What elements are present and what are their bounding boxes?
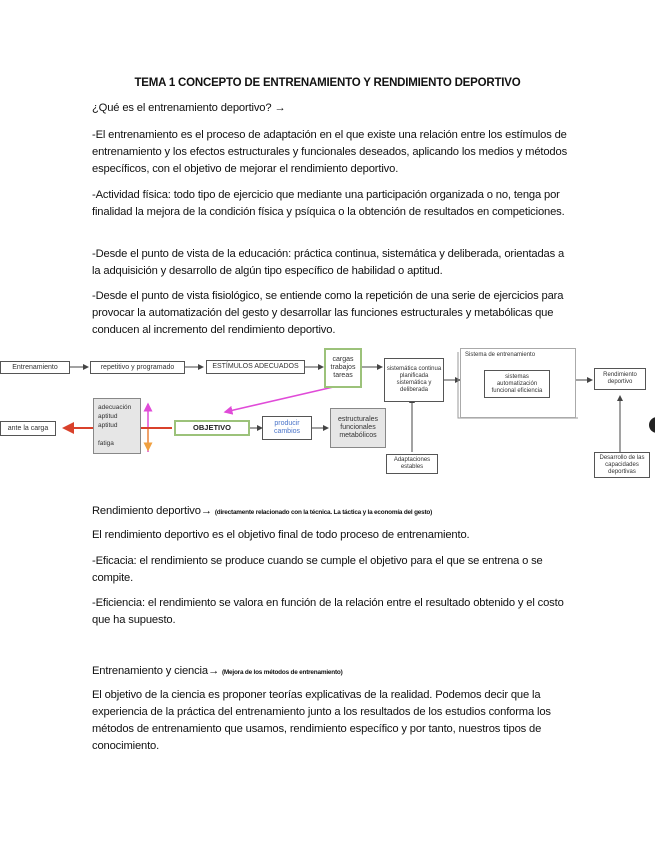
box-objetivo: OBJETIVO: [174, 420, 250, 436]
box-sistemas: sistemas automatización funcional eficiencia: [484, 370, 550, 398]
rendimiento-eficacia: -Eficacia: el rendimiento se produce cuando se cumple el objetivo para el que se entrena o se compite.: [92, 555, 543, 584]
box-sistematica: sistemática continua planificada sistemática y deliberada: [384, 358, 444, 402]
page-title: TEMA 1 CONCEPTO DE ENTRENAMIENTO Y RENDIMIENTO DEPORTIVO: [134, 77, 521, 89]
box-estimulos: ESTÍMULOS ADECUADOS: [206, 360, 305, 374]
rendimiento-paragraph-1: El rendimiento deportivo es el objetivo final de todo proceso de entrenamiento.: [92, 529, 470, 541]
paragraph-definition: -El entrenamiento es el proceso de adaptación en el que existe una relación entre los estímulos de entrenamiento y los efectos estructurales y funcionales deseados, aplicando los medios y métodos específicos, con el objetivo de mejorar el rendimiento deportivo.: [92, 129, 568, 175]
rendimiento-note: (directamente relacionado con la técnica. La táctica y la economía del gesto): [214, 509, 433, 516]
box-adaptaciones: Adaptaciones estables: [386, 454, 438, 474]
box-repetitivo: repetitivo y programado: [90, 361, 185, 374]
box-ante-la-carga: ante la carga: [0, 421, 56, 436]
ciencia-note: (Mejora de los métodos de entrenamiento): [221, 669, 343, 676]
paragraph-fisiologico: -Desde el punto de vista fisiológico, se entiende como la repetición de una serie de ejercicios para provocar la automatización del gesto y desarrollar las funciones estructurales y metabólicas que conducen al incremento del rendimiento deportivo.: [92, 290, 564, 336]
ciencia-paragraph: El objetivo de la ciencia es proponer teorías explicativas de la realidad. Podemos decir que la experiencia de la práctica del entrenamiento junto a los resultados de los estudios conforma los métodos de entrenamiento que usamos, rendimiento específico y por tanto, nuestros tipos de conocimiento.: [92, 689, 551, 752]
rendimiento-heading: [92, 503, 570, 521]
box-producir-cambios: producir cambios: [262, 416, 312, 440]
rendimiento-eficiencia: -Eficiencia: el rendimiento se valora en función de la relación entre el resultado obtenido y el costo que ha supuesto.: [92, 597, 564, 626]
question-heading: ¿Qué es el entrenamiento deportivo? →: [92, 102, 286, 114]
adecuacion-text: adecuación aptitud aptitud: [98, 404, 132, 429]
box-rendimiento-derecha: Rendimiento deportivo: [594, 368, 646, 390]
box-adecuacion: [93, 398, 141, 454]
fatiga-text: fatiga: [98, 440, 114, 447]
box-cargas: cargas trabajos tareas: [324, 348, 362, 388]
training-diagram: [0, 340, 655, 480]
ciencia-heading-text: Entrenamiento y ciencia→: [92, 665, 219, 677]
ciencia-heading: [92, 663, 570, 681]
rendimiento-heading-text: Rendimiento deportivo→: [92, 505, 212, 517]
sistemas-header: Sistema de entrenamiento: [465, 352, 536, 358]
paragraph-educacion: -Desde el punto de vista de la educación: práctica continua, sistemática y deliberada, orientadas a la adquisición y desarrollo de algún tipo específico de habilidad o aptitud.: [92, 248, 565, 277]
box-desarrollo: Desarrollo de las capacidades deportivas: [594, 452, 650, 478]
box-entrenamiento: Entrenamiento: [0, 361, 70, 374]
paragraph-actividad-fisica: -Actividad física: todo tipo de ejercicio que mediante una participación organizada o no, tenga por finalidad la mejora de la condición física y psíquica o la obtención de resultados en competiciones.: [92, 189, 565, 218]
box-estructurales: estructurales funcionales metabólicos: [330, 408, 386, 448]
